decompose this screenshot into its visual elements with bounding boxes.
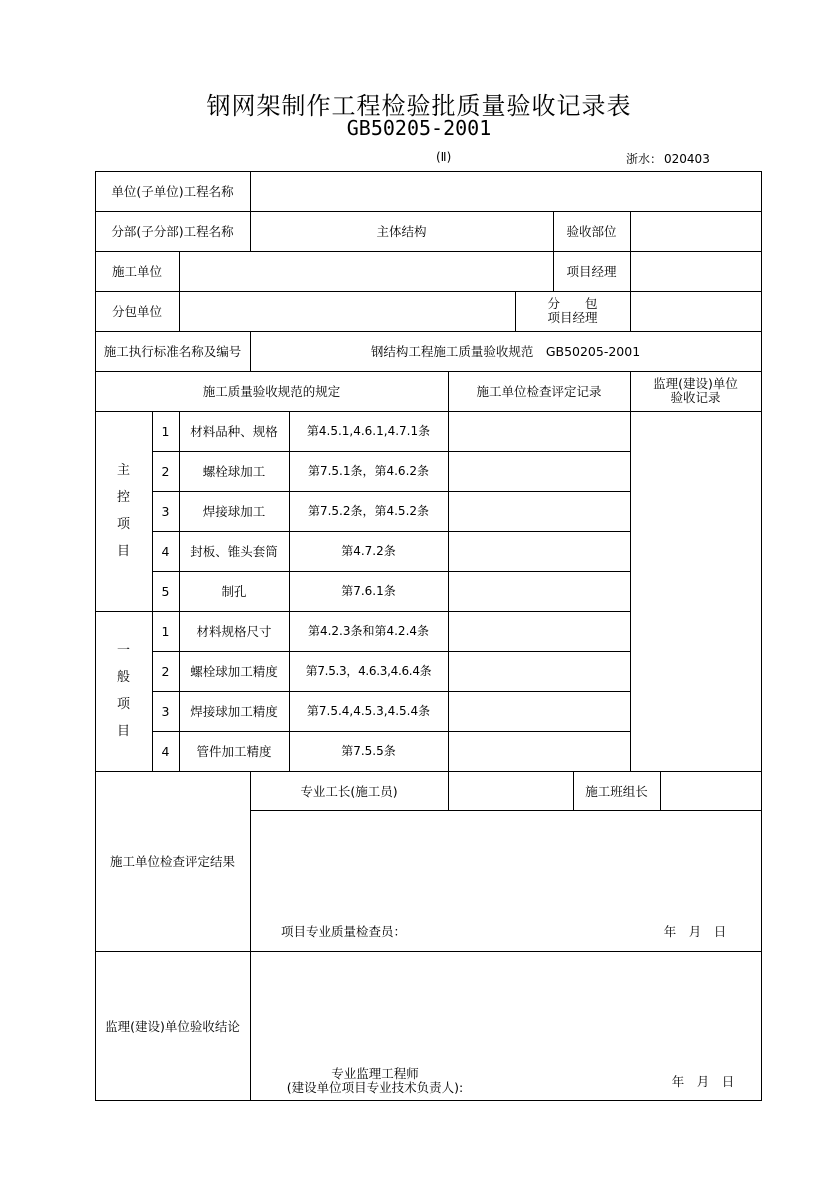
item-number: 4: [161, 743, 170, 759]
unit-project-value[interactable]: [251, 171, 761, 211]
form-title: 钢网架制作工程检验批质量验收记录表: [206, 92, 632, 120]
item-name: 管件加工精度: [196, 743, 272, 759]
subcontractor-label: 分包单位: [111, 303, 162, 319]
construction-unit-label: 施工单位: [111, 263, 162, 279]
item-number: 5: [161, 583, 170, 599]
item-clause: 第4.2.3条和第4.2.4条: [307, 623, 430, 638]
item-clause: 第4.7.2条: [341, 543, 396, 558]
item-clause: 第7.5.3，4.6.3,4.6.4条: [305, 663, 432, 678]
team-leader-label: 施工班组长: [585, 783, 648, 799]
conclusion-date: 年 月 日: [671, 1073, 735, 1089]
item-clause: 第7.5.5条: [341, 743, 396, 758]
project-manager-label: 项目经理: [566, 263, 617, 279]
construction-record-header: 施工单位检查评定记录: [476, 383, 602, 399]
item-name: 焊接球加工精度: [190, 703, 278, 719]
supervising-engineer-label: [265, 1065, 485, 1097]
item-name: 材料品种、规格: [190, 423, 278, 439]
spec-column-header: 施工质量验收规范的规定: [202, 383, 341, 399]
foreman-value[interactable]: [449, 771, 573, 811]
serial-label: 浙水：: [626, 152, 663, 166]
sub-pm-label-line1: 分 包: [547, 296, 598, 311]
form-variant: (Ⅱ): [436, 150, 452, 164]
supervision-header-line1: 监理(建设)单位: [653, 376, 738, 391]
group-char: 项: [116, 517, 130, 532]
sub-pm-value[interactable]: [631, 291, 761, 331]
item-clause: 第7.5.2条，第4.5.2条: [307, 503, 430, 518]
supervision-conclusion-content[interactable]: [251, 952, 761, 1052]
supervision-conclusion-label: 监理(建设)单位验收结论: [105, 1018, 240, 1034]
group-char: 控: [116, 490, 130, 505]
subcontractor-value[interactable]: [180, 291, 515, 331]
sub-pm-label: [515, 291, 630, 331]
item-name: 螺栓球加工精度: [190, 663, 278, 679]
standard-value: 钢结构工程施工质量验收规范 GB50205-2001: [370, 343, 641, 359]
acceptance-part-label: 验收部位: [566, 223, 617, 239]
inspection-table: [95, 171, 762, 1101]
item-number: 1: [161, 623, 170, 639]
subdivision-value: 主体结构: [376, 223, 427, 239]
item-number: 4: [161, 543, 170, 559]
general-group-label: [95, 611, 152, 771]
group-char: 一: [116, 643, 130, 658]
item-name: 封板、锥头套筒: [190, 543, 278, 559]
item-name: 焊接球加工: [202, 503, 266, 519]
item-clause: 第4.5.1,4.6.1,4.7.1条: [306, 423, 431, 438]
item-name: 材料规格尺寸: [196, 623, 272, 639]
item-number: 3: [161, 703, 170, 719]
supervision-record-header: [630, 371, 761, 411]
supervision-header-line2: 验收记录: [670, 390, 721, 405]
subdivision-label: 分部(子分部)工程名称: [111, 223, 234, 239]
group-char: 主: [116, 463, 130, 478]
standard-code: GB50205-2001: [346, 116, 492, 140]
construction-result-label: 施工单位检查评定结果: [109, 853, 235, 869]
engineer-line1: 专业监理工程师: [331, 1066, 419, 1081]
item-number: 3: [161, 503, 170, 519]
item-name: 螺栓球加工: [202, 463, 266, 479]
serial-number: [624, 150, 710, 167]
quality-inspector-label: 项目专业质量检查员：: [281, 923, 407, 939]
item-number: 2: [161, 463, 170, 479]
acceptance-part-value[interactable]: [631, 211, 761, 251]
serial-value: 020403: [664, 152, 710, 166]
item-number: 1: [161, 423, 170, 439]
result-date: 年 月 日: [663, 923, 727, 939]
sub-pm-label-line2: 项目经理: [547, 310, 598, 325]
standard-label: 施工执行标准名称及编号: [103, 343, 242, 359]
group-char: 目: [116, 544, 130, 559]
foreman-label: 专业工长(施工员): [300, 783, 398, 799]
group-char: 项: [116, 697, 130, 712]
item-clause: 第7.5.4,4.5.3,4.5.4条: [306, 703, 431, 718]
engineer-line2: (建设单位项目专业技术负责人):: [286, 1080, 464, 1095]
item-clause: 第7.5.1条，第4.6.2条: [307, 463, 430, 478]
construction-unit-value[interactable]: [180, 251, 553, 291]
project-manager-value[interactable]: [631, 251, 761, 291]
group-char: 目: [116, 724, 130, 739]
construction-result-content[interactable]: [251, 811, 761, 911]
team-leader-value[interactable]: [661, 771, 761, 811]
item-clause: 第7.6.1条: [341, 583, 396, 598]
main-control-group-label: [95, 411, 152, 611]
item-number: 2: [161, 663, 170, 679]
unit-project-label: 单位(子单位)工程名称: [111, 183, 234, 199]
item-name: 制孔: [221, 583, 247, 599]
group-char: 般: [116, 670, 130, 685]
